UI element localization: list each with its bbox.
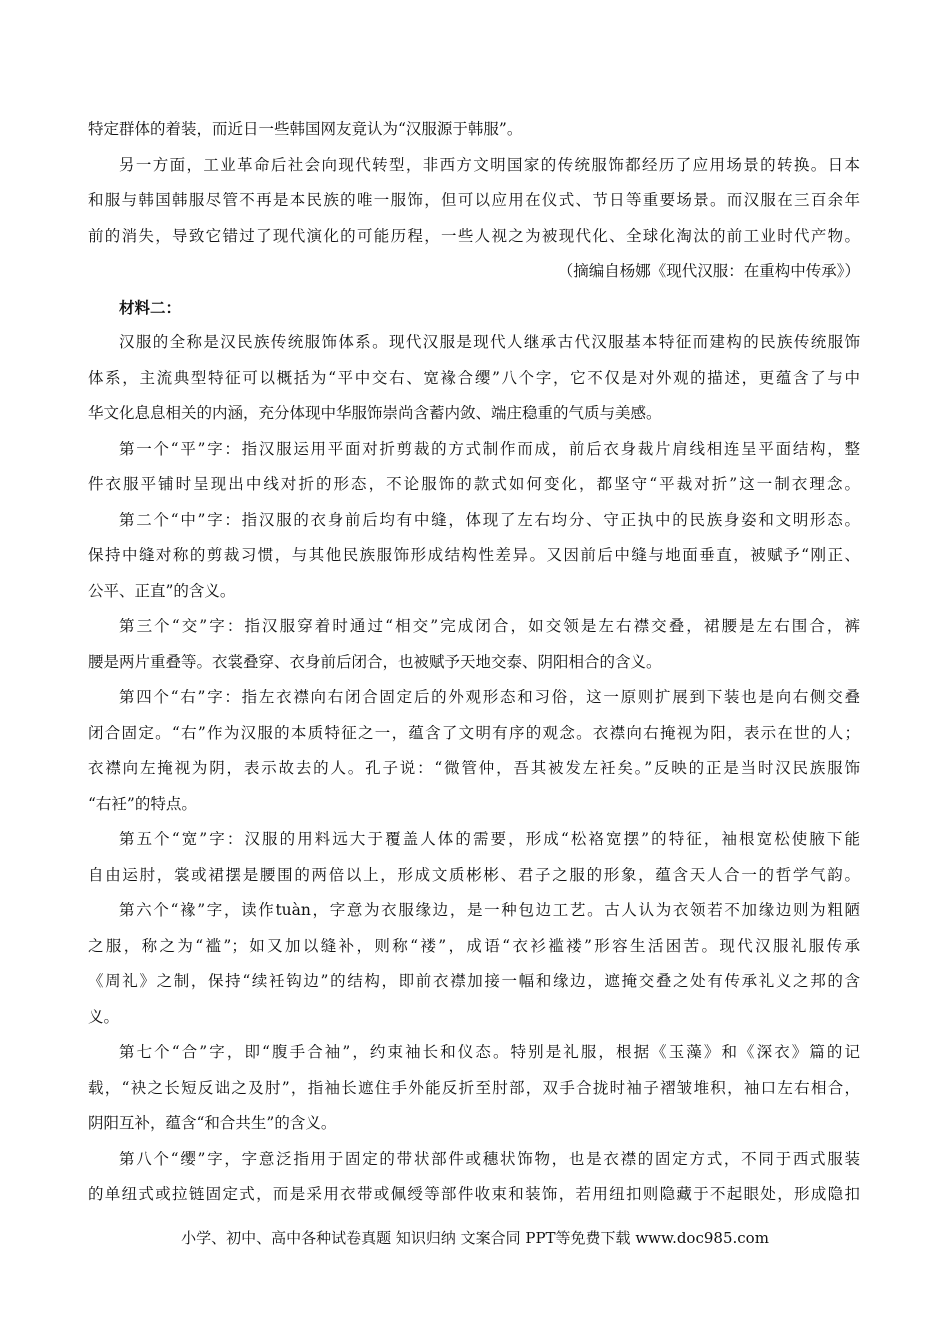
text-line: 公平、正直”的含义。 — [88, 581, 236, 600]
text-line: 自由运肘，裳或裙摆是腰围的两倍以上，形成文质彬彬、君子之服的形象，蕴含天人合一的哲学气韵。 — [88, 865, 860, 884]
text-line: 第五个“宽”字：汉服的用料远大于覆盖人体的需要，形成“松袼宽摆”的特征，袖根宽松使腋下能 — [119, 830, 860, 848]
page-footer: 小学、初中、高中各种试卷真题 知识归纳 文案合同 PPT等免费下载 www.doc985.com — [181, 1229, 769, 1247]
text-line: 第六个“褖”字，读作tuàn，字意为衣服缘边，是一种包边工艺。古人认为衣领若不加缘边则为粗陋 — [119, 901, 860, 919]
text-line: 之服，称之为“褴”；如又加以缝补，则称“褛”，成语“衣衫褴褛”形容生活困苦。现代汉服礼服传承 — [88, 936, 860, 955]
text-line: 义。 — [88, 1007, 120, 1026]
text-line: 衣襟向左掩视为阴，表示故去的人。孔子说：“微管仲，吾其被发左衽矣。”反映的正是当时汉民族服饰 — [88, 759, 860, 777]
text-line: 第一个“平”字：指汉服运用平面对折剪裁的方式制作而成，前后衣身裁片肩线相连呈平面结构，整 — [119, 439, 860, 458]
text-line: 《周礼》之制，保持“续衽钩边”的结构，即前衣襟加接一幅和缘边，遮掩交叠之处有传承礼义之邦的含 — [88, 972, 860, 990]
text-line: 前的消失，导致它错过了现代演化的可能历程，一些人视之为被现代化、全球化淘汰的前工业时代产物。 — [88, 226, 860, 245]
section-heading: 材料二： — [119, 297, 182, 317]
text-line: 第三个“交”字：指汉服穿着时通过“相交”完成闭合，如交领是左右襟交叠，裙腰是左右围合，裤 — [119, 617, 860, 635]
text-line: 保持中缝对称的剪裁习惯，与其他民族服饰形成结构性差异。又因前后中缝与地面垂直，被赋予“刚正、 — [88, 546, 860, 564]
text-line: 闭合固定。“右”作为汉服的本质特征之一，蕴含了文明有序的观念。衣襟向右掩视为阳，表示在世的人； — [88, 723, 860, 742]
text-line: 特定群体的着装，而近日一些韩国网友竟认为“汉服源于韩服”。 — [88, 120, 523, 138]
text-line: 载，“袂之长短反诎之及肘”，指袖长遮住手外能反折至肘部，双手合拢时袖子褶皱堆积，袖口左右相合， — [88, 1078, 860, 1097]
text-line: 腰是两片重叠等。衣裳叠穿、衣身前后闭合，也被赋予天地交泰、阴阳相合的含义。 — [88, 652, 662, 671]
text-line: 件衣服平铺时呈现出中线对折的形态，不论服饰的款式如何变化，都坚守“平裁对折”这一制衣理念。 — [88, 475, 860, 493]
text-line: 体系，主流典型特征可以概括为“平中交右、宽褖合缨”八个字，它不仅是对外观的描述，更蕴含了与中 — [88, 368, 860, 387]
text-line: 和服与韩国韩服尽管不再是本民族的唯一服饰，但可以应用在仪式、节日等重要场景。而汉服在三百余年 — [88, 191, 860, 209]
text-line: 的单纽式或拉链固定式，而是采用衣带或佩绶等部件收束和装饰，若用纽扣则隐藏于不起眼处，形成隐扣 — [88, 1185, 860, 1203]
text-line: 汉服的全称是汉民族传统服饰体系。现代汉服是现代人继承古代汉服基本特征而建构的民族传统服饰 — [119, 333, 860, 351]
text-line: 第二个“中”字：指汉服的衣身前后均有中缝，体现了左右均分、守正执中的民族身姿和文明形态。 — [119, 510, 860, 529]
source-citation: （摘编自杨娜《现代汉服：在重构中传承》） — [557, 262, 860, 280]
text-line: 第七个“合”字，即“腹手合袖”，约束袖长和仪态。特别是礼服，根据《玉藻》和《深衣》篇的记 — [119, 1043, 860, 1061]
text-line: 第四个“右”字：指左衣襟向右闭合固定后的外观形态和习俗，这一原则扩展到下装也是向右侧交叠 — [119, 688, 860, 706]
text-line: 另一方面，工业革命后社会向现代转型，非西方文明国家的传统服饰都经历了应用场景的转换。日本 — [119, 155, 860, 174]
document-body — [88, 112, 860, 1213]
text-line: 华文化息息相关的内涵，充分体现中华服饰崇尚含蓄内敛、端庄稳重的气质与美感。 — [88, 404, 662, 422]
text-line: 第八个“缨”字，字意泛指用于固定的带状部件或穗状饰物，也是衣襟的固定方式，不同于西式服装 — [119, 1149, 860, 1168]
text-line: 阴阳互补，蕴含“和合共生”的含义。 — [88, 1114, 337, 1132]
text-line: “右衽”的特点。 — [88, 794, 197, 813]
